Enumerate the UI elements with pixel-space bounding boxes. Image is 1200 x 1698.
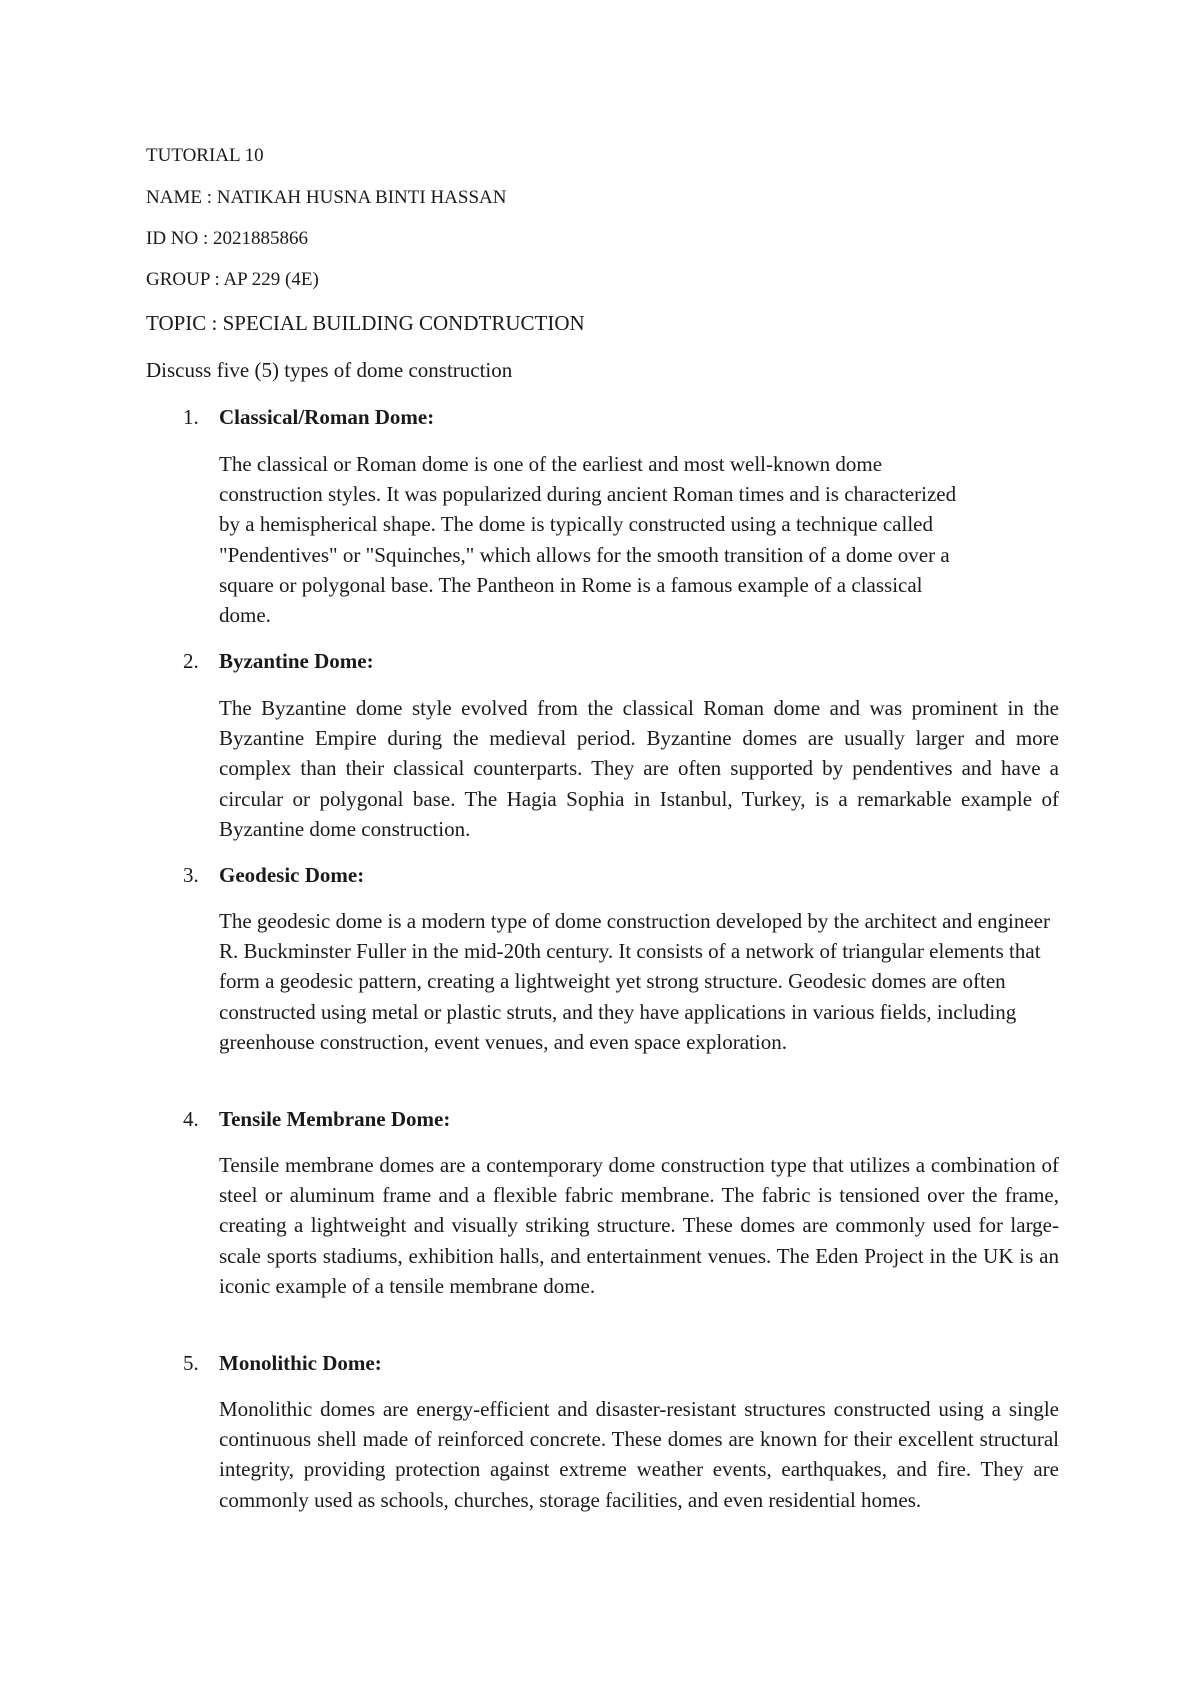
question-prompt: Discuss five (5) types of dome construction xyxy=(146,358,513,382)
item-title: Monolithic Dome: xyxy=(219,1351,382,1375)
item-heading xyxy=(183,1351,382,1375)
student-name: NAME : NATIKAH HUSNA BINTI HASSAN xyxy=(146,187,507,208)
item-title: Byzantine Dome: xyxy=(219,649,374,673)
item-number: 1. xyxy=(183,405,199,429)
topic-line: TOPIC : SPECIAL BUILDING CONDTRUCTION xyxy=(146,311,585,335)
student-group: GROUP : AP 229 (4E) xyxy=(146,269,319,290)
item-title: Tensile Membrane Dome: xyxy=(219,1107,451,1131)
item-title: Geodesic Dome: xyxy=(219,863,365,887)
item-description: The Byzantine dome style evolved from the classical Roman dome and was prominent in the Byzantine Empire during the medieval period. Byzantine domes are usually larger and more complex than their classical counterparts. They are often supported by pendentives and have a circular or polygonal base. The Hagia Sophia in Istanbul, Turkey, is a remarkable example of Byzantine dome construction. xyxy=(219,696,1059,841)
item-heading xyxy=(183,405,434,429)
item-number: 2. xyxy=(183,649,199,673)
item-number: 4. xyxy=(183,1107,199,1131)
item-heading xyxy=(183,863,364,887)
item-description: The geodesic dome is a modern type of dome construction developed by the architect and engineer R. Buckminster Fuller in the mid-20th century. It consists of a network of triangular elements that form a geodesic pattern, creating a lightweight yet strong structure. Geodesic domes are often constructed using metal or plastic struts, and they have applications in various fields, including greenhouse construction, event venues, and even space exploration. xyxy=(219,909,1050,1054)
item-description: Tensile membrane domes are a contemporary dome construction type that utilizes a combination of steel or aluminum frame and a flexible fabric membrane. The fabric is tensioned over the frame, creating a lightweight and visually striking structure. These domes are commonly used for large-scale sports stadiums, exhibition halls, and entertainment venues. The Eden Project in the UK is an iconic example of a tensile membrane dome. xyxy=(219,1153,1059,1298)
item-description: The classical or Roman dome is one of the earliest and most well-known dome construction styles. It was popularized during ancient Roman times and is characterized by a hemispherical shape. The dome is typically constructed using a technique called "Pendentives" or "Squinches," which allows for the smooth transition of a dome over a square or polygonal base. The Pantheon in Rome is a famous example of a classical dome. xyxy=(219,452,957,628)
item-heading xyxy=(183,1107,450,1131)
student-id: ID NO : 2021885866 xyxy=(146,228,309,249)
item-title: Classical/Roman Dome: xyxy=(219,405,435,429)
item-description: Monolithic domes are energy-efficient and disaster-resistant structures constructed using a single continuous shell made of reinforced concrete. These domes are known for their excellent structural integrity, providing protection against extreme weather events, earthquakes, and fire. They are commonly used as schools, churches, storage facilities, and even residential homes. xyxy=(219,1397,1059,1512)
tutorial-label: TUTORIAL 10 xyxy=(146,145,264,166)
item-number: 3. xyxy=(183,863,199,887)
item-heading xyxy=(183,649,374,673)
item-number: 5. xyxy=(183,1351,199,1375)
